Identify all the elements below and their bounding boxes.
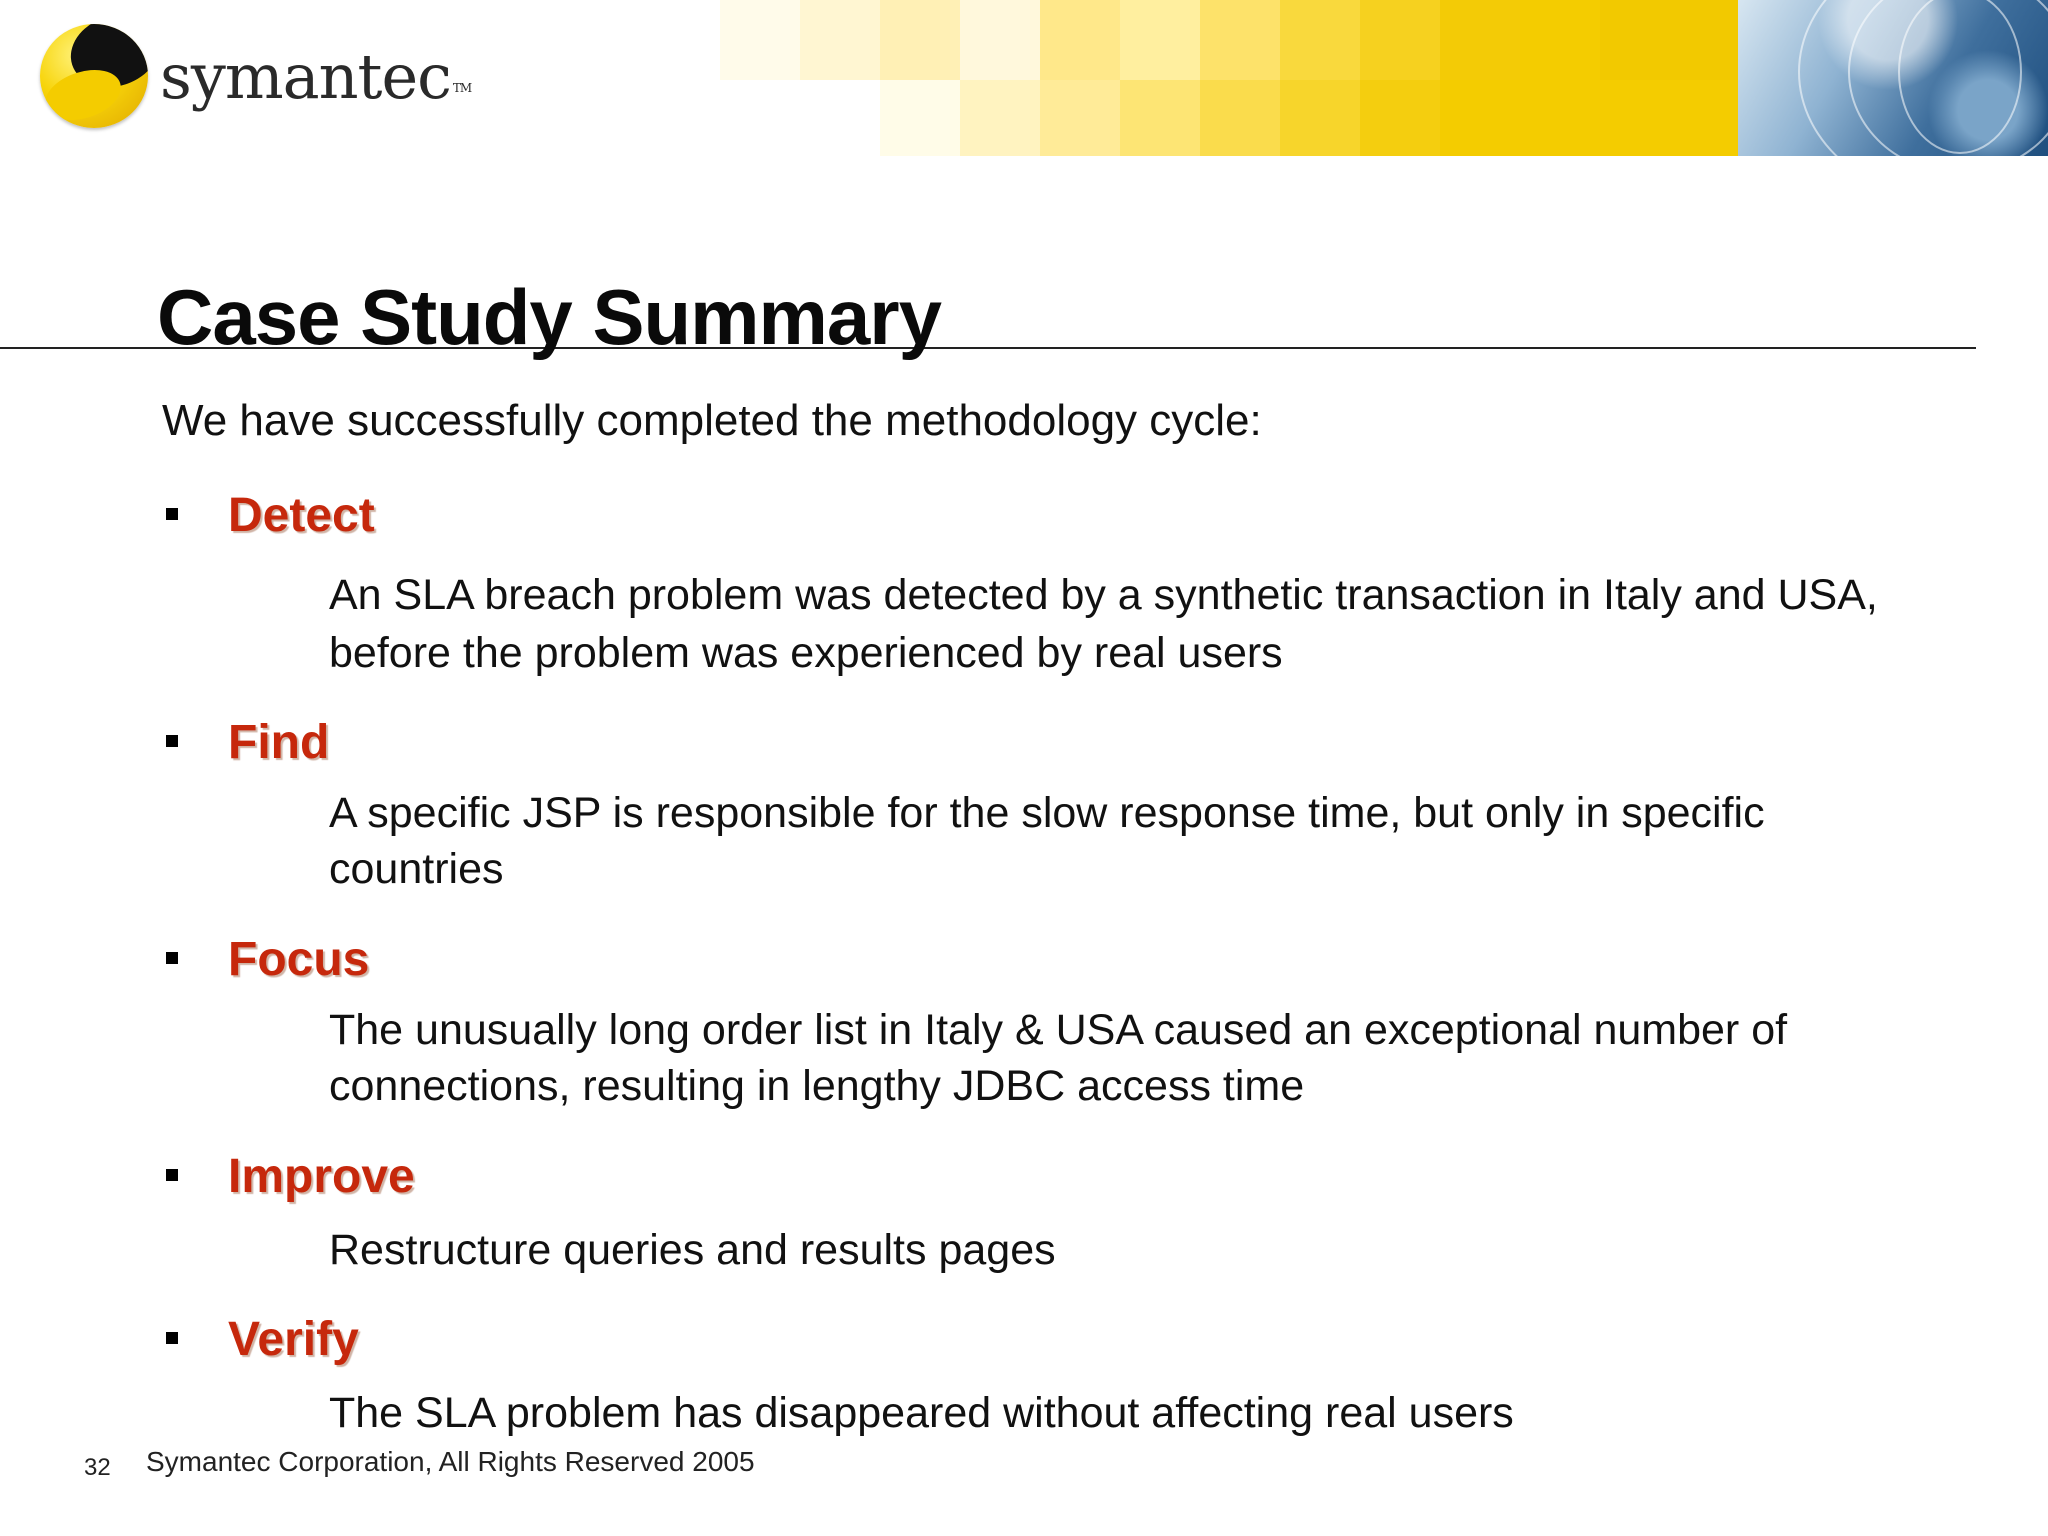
item-description (329, 566, 2048, 682)
bullet-icon (166, 952, 178, 964)
globe-image (1738, 0, 2048, 156)
item-description-line: A specific JSP is responsible for the slow response time, but only in specific (329, 789, 1765, 837)
bullet-icon (166, 1169, 178, 1181)
item-description-line: The SLA problem has disappeared without affecting real users (329, 1389, 1514, 1437)
item-description-line: countries (329, 845, 504, 893)
slide-title: Case Study Summary (157, 273, 941, 361)
bullet-icon (166, 508, 178, 520)
item-description-line: An SLA breach problem was detected by a synthetic transaction in Italy and USA, (329, 571, 1878, 619)
item-description-line: connections, resulting in lengthy JDBC access time (329, 1062, 1305, 1110)
item-heading: Improve (228, 1150, 415, 1203)
item-description (329, 1002, 2048, 1114)
item-description (329, 1221, 2048, 1279)
footer-copyright: Symantec Corporation, All Rights Reserved 2005 (146, 1446, 755, 1477)
logo-wordmark: symantec TM (160, 39, 472, 113)
page-number: 32 (84, 1454, 111, 1481)
item-heading: Verify (228, 1313, 359, 1366)
item-heading: Focus (228, 933, 370, 986)
logo-mark-icon (40, 24, 148, 128)
bullet-icon (166, 1332, 178, 1344)
item-description-line: Restructure queries and results pages (329, 1226, 1056, 1274)
item-description-line: before the problem was experienced by real users (329, 629, 1283, 677)
bullet-icon (166, 735, 178, 747)
item-heading: Detect (228, 489, 375, 542)
item-description-line: The unusually long order list in Italy & USA caused an exceptional number of (329, 1006, 1788, 1054)
logo-trademark: TM (452, 80, 472, 95)
slide-intro: We have successfully completed the methodology cycle: (162, 396, 1262, 445)
item-heading: Find (228, 716, 330, 769)
symantec-logo (40, 24, 471, 128)
item-description (329, 785, 2048, 897)
item-description (329, 1384, 2048, 1442)
